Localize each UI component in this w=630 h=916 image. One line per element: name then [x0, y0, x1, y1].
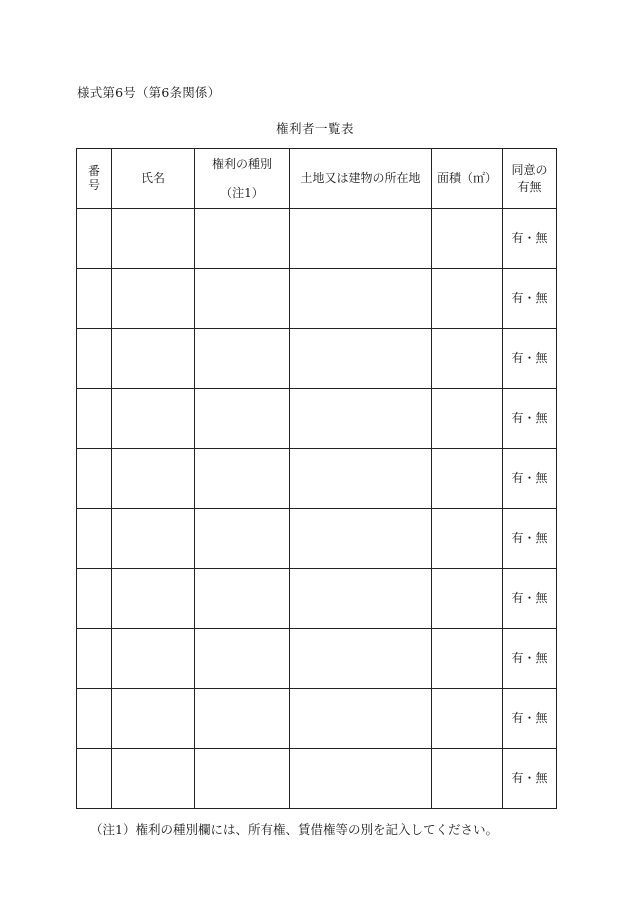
cell-right-type[interactable]	[195, 389, 290, 449]
header-area: 面積（㎡）	[432, 149, 503, 209]
header-name: 氏名	[112, 149, 195, 209]
table-row	[77, 209, 557, 269]
cell-location[interactable]	[290, 389, 432, 449]
cell-right-type[interactable]	[195, 209, 290, 269]
cell-name[interactable]	[112, 329, 195, 389]
cell-location[interactable]	[290, 209, 432, 269]
table-row	[77, 509, 557, 569]
cell-consent[interactable]: 有・無	[503, 749, 557, 809]
table-row	[77, 749, 557, 809]
table-row	[77, 689, 557, 749]
cell-name[interactable]	[112, 389, 195, 449]
footnote: （注1）権利の種別欄には、所有権、賃借権等の別を記入してください。	[90, 822, 498, 837]
cell-number[interactable]	[77, 749, 112, 809]
table-row	[77, 389, 557, 449]
cell-name[interactable]	[112, 509, 195, 569]
cell-area[interactable]	[432, 689, 503, 749]
cell-location[interactable]	[290, 329, 432, 389]
header-consent-line1: 同意の	[511, 163, 548, 178]
cell-consent[interactable]: 有・無	[503, 689, 557, 749]
cell-name[interactable]	[112, 209, 195, 269]
cell-number[interactable]	[77, 449, 112, 509]
cell-number[interactable]	[77, 209, 112, 269]
cell-area[interactable]	[432, 389, 503, 449]
cell-number[interactable]	[77, 629, 112, 689]
cell-right-type[interactable]	[195, 449, 290, 509]
cell-area[interactable]	[432, 629, 503, 689]
cell-area[interactable]	[432, 509, 503, 569]
table-header-row	[77, 149, 557, 209]
cell-location[interactable]	[290, 569, 432, 629]
header-right-type	[195, 149, 290, 209]
cell-consent[interactable]: 有・無	[503, 449, 557, 509]
header-consent-line2: 有無	[517, 179, 542, 194]
cell-right-type[interactable]	[195, 689, 290, 749]
cell-consent[interactable]: 有・無	[503, 509, 557, 569]
cell-location[interactable]	[290, 509, 432, 569]
cell-area[interactable]	[432, 209, 503, 269]
cell-right-type[interactable]	[195, 509, 290, 569]
cell-area[interactable]	[432, 749, 503, 809]
cell-area[interactable]	[432, 569, 503, 629]
cell-number[interactable]	[77, 509, 112, 569]
cell-number[interactable]	[77, 569, 112, 629]
cell-consent[interactable]: 有・無	[503, 209, 557, 269]
header-consent	[503, 149, 557, 209]
cell-location[interactable]	[290, 749, 432, 809]
document-title: 権利者一覧表	[275, 121, 354, 136]
cell-area[interactable]	[432, 329, 503, 389]
cell-name[interactable]	[112, 269, 195, 329]
cell-consent[interactable]: 有・無	[503, 569, 557, 629]
cell-right-type[interactable]	[195, 269, 290, 329]
cell-location[interactable]	[290, 269, 432, 329]
cell-name[interactable]	[112, 449, 195, 509]
cell-consent[interactable]: 有・無	[503, 629, 557, 689]
cell-area[interactable]	[432, 269, 503, 329]
cell-number[interactable]	[77, 329, 112, 389]
header-location: 土地又は建物の所在地	[290, 149, 432, 209]
cell-location[interactable]	[290, 689, 432, 749]
table-row	[77, 569, 557, 629]
table-row	[77, 629, 557, 689]
header-number	[77, 149, 112, 209]
cell-consent[interactable]: 有・無	[503, 389, 557, 449]
cell-name[interactable]	[112, 689, 195, 749]
cell-consent[interactable]: 有・無	[503, 329, 557, 389]
cell-number[interactable]	[77, 689, 112, 749]
table-row	[77, 269, 557, 329]
cell-location[interactable]	[290, 449, 432, 509]
cell-location[interactable]	[290, 629, 432, 689]
cell-right-type[interactable]	[195, 749, 290, 809]
header-right-type-note: （注1）	[220, 185, 264, 200]
cell-name[interactable]	[112, 749, 195, 809]
form-number: 様式第6号（第6条関係）	[77, 85, 221, 100]
cell-area[interactable]	[432, 449, 503, 509]
cell-name[interactable]	[112, 569, 195, 629]
cell-right-type[interactable]	[195, 629, 290, 689]
cell-number[interactable]	[77, 389, 112, 449]
table-row	[77, 449, 557, 509]
header-number-char1: 番	[87, 164, 100, 179]
cell-consent[interactable]: 有・無	[503, 269, 557, 329]
cell-number[interactable]	[77, 269, 112, 329]
cell-name[interactable]	[112, 629, 195, 689]
cell-right-type[interactable]	[195, 329, 290, 389]
cell-right-type[interactable]	[195, 569, 290, 629]
header-right-type-label: 権利の種別	[211, 157, 272, 172]
table-row	[77, 329, 557, 389]
header-number-char2: 号	[87, 177, 100, 192]
rights-holder-table	[76, 148, 557, 809]
